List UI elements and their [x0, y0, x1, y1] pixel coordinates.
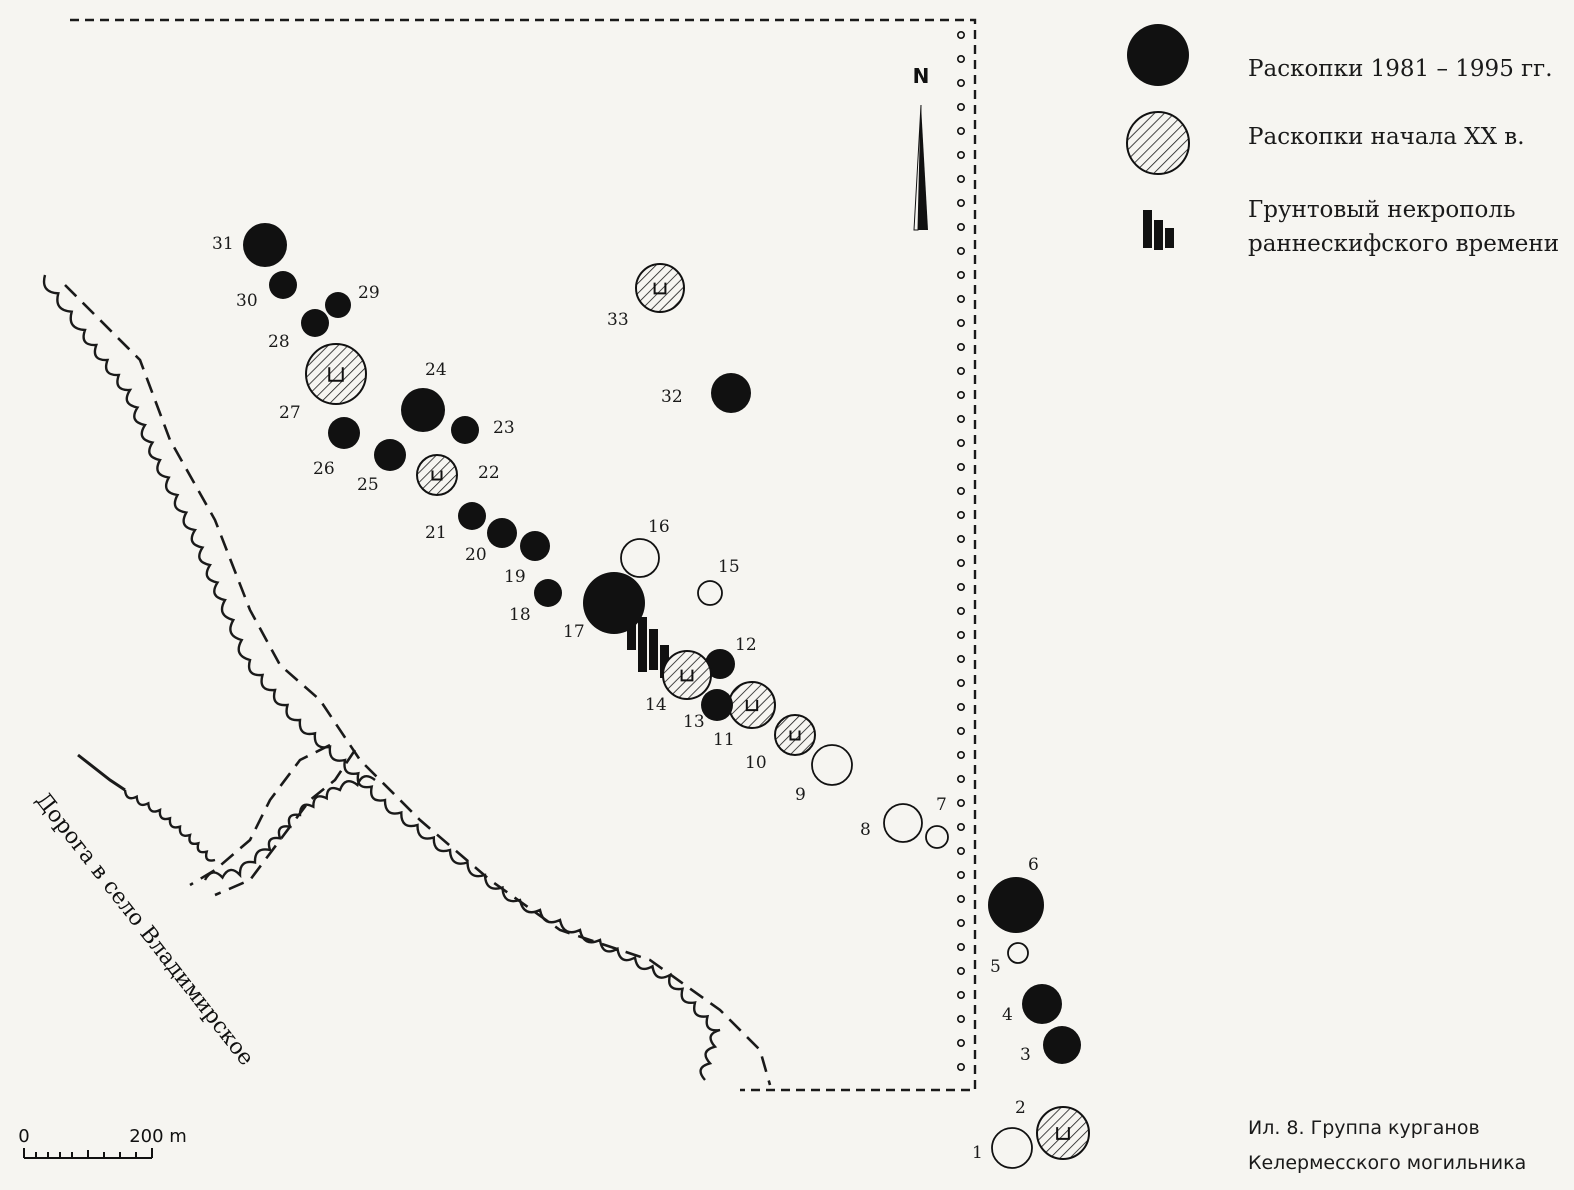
kurgan-22-hatched — [417, 455, 457, 495]
scale-distance: 200 m — [129, 1126, 187, 1147]
legend-hatched-circle-icon — [1127, 112, 1189, 174]
kurgan-label-29: 29 — [358, 283, 380, 303]
kurgan-14-hatched — [663, 651, 711, 699]
kurgan-27-hatched — [306, 344, 366, 404]
kurgan-label-12: 12 — [735, 635, 757, 655]
kurgan-label-19: 19 — [504, 567, 526, 587]
kurgan-23-filled — [451, 416, 479, 444]
legend-necropolis-icon — [1143, 210, 1174, 250]
legend-excavated-early-20c: Раскопки начала XX в. — [1248, 124, 1525, 150]
kurgan-29-filled — [325, 292, 351, 318]
legend-necropolis-line2: раннескифского времени — [1248, 231, 1560, 257]
kurgan-label-13: 13 — [683, 712, 705, 732]
kurgan-label-30: 30 — [236, 291, 258, 311]
kurgan-label-15: 15 — [718, 557, 740, 577]
kurgan-30-filled — [269, 271, 297, 299]
scale-bar — [24, 1148, 152, 1158]
kurgan-label-32: 32 — [661, 387, 683, 407]
kurgan-33-hatched — [636, 264, 684, 312]
kurgan-20-filled — [487, 518, 517, 548]
kurgan-label-8: 8 — [860, 820, 871, 840]
north-arrow — [913, 64, 930, 230]
kurgan-18-filled — [534, 579, 562, 607]
kurgan-5-open — [1008, 943, 1028, 963]
kurgan-label-20: 20 — [465, 545, 487, 565]
kurgan-label-18: 18 — [509, 605, 531, 625]
figure-caption-line2: Келермесского могильника — [1248, 1152, 1527, 1174]
kurgan-7-open — [926, 826, 948, 848]
kurgan-label-16: 16 — [648, 517, 670, 537]
kurgan-2-hatched — [1037, 1107, 1089, 1159]
kurgan-label-2: 2 — [1015, 1098, 1026, 1118]
kurgan-31-filled — [243, 223, 287, 267]
dotted-road-line — [958, 32, 964, 1070]
kurgan-label-25: 25 — [357, 475, 379, 495]
kurgan-label-22: 22 — [478, 463, 500, 483]
kurgan-label-4: 4 — [1002, 1005, 1013, 1025]
legend-filled-circle-icon — [1127, 24, 1189, 86]
kurgan-16-open — [621, 539, 659, 577]
legend-necropolis-line1: Грунтовый некрополь — [1248, 197, 1516, 223]
kurgan-13-filled — [701, 689, 733, 721]
kurgan-24-filled — [401, 388, 445, 432]
kurgan-label-27: 27 — [279, 403, 301, 423]
kurgan-1-open — [992, 1128, 1032, 1168]
kurgan-11-hatched — [729, 682, 775, 728]
kurgan-8-open — [884, 804, 922, 842]
kurgan-label-33: 33 — [607, 310, 629, 330]
kurgan-label-24: 24 — [425, 360, 447, 380]
kurgan-label-3: 3 — [1020, 1045, 1031, 1065]
kurgan-label-9: 9 — [795, 785, 806, 805]
kurgan-21-filled — [458, 502, 486, 530]
kurgan-label-23: 23 — [493, 418, 515, 438]
kurgan-4-filled — [1022, 984, 1062, 1024]
kurgan-label-6: 6 — [1028, 855, 1039, 875]
kurgan-6-filled — [988, 877, 1044, 933]
kurgan-9-open — [812, 745, 852, 785]
road-label: Дорога в село Владимирское — [30, 788, 259, 1071]
kurgan-label-11: 11 — [713, 730, 735, 750]
kurgan-label-31: 31 — [212, 234, 234, 254]
legend-symbols — [1127, 24, 1189, 250]
scale-zero: 0 — [18, 1126, 30, 1147]
kurgan-17-filled — [583, 572, 645, 634]
kurgan-label-1: 1 — [972, 1143, 983, 1163]
kurgan-label-14: 14 — [645, 695, 667, 715]
kurgan-label-5: 5 — [990, 957, 1001, 977]
kurgan-label-7: 7 — [936, 795, 947, 815]
kurgan-19-filled — [520, 531, 550, 561]
kurgan-label-10: 10 — [745, 753, 767, 773]
kurgan-25-filled — [374, 439, 406, 471]
kurgan-3-filled — [1043, 1026, 1081, 1064]
kurgan-28-filled — [301, 309, 329, 337]
kurgan-26-filled — [328, 417, 360, 449]
road-curve — [78, 755, 125, 790]
north-label: N — [912, 64, 930, 88]
kurgan-label-28: 28 — [268, 332, 290, 352]
ravine-edge — [44, 275, 720, 1080]
figure-caption-line1: Ил. 8. Группа курганов — [1248, 1117, 1480, 1139]
kurgan-32-filled — [711, 373, 751, 413]
kurgan-label-17: 17 — [563, 622, 585, 642]
kurgan-label-21: 21 — [425, 523, 447, 543]
legend-excavated-1981-1995: Раскопки 1981 – 1995 гг. — [1248, 56, 1553, 82]
kurgan-label-26: 26 — [313, 459, 335, 479]
survey-boundary — [70, 20, 975, 1090]
kurgan-10-hatched — [775, 715, 815, 755]
kurgan-15-open — [698, 581, 722, 605]
